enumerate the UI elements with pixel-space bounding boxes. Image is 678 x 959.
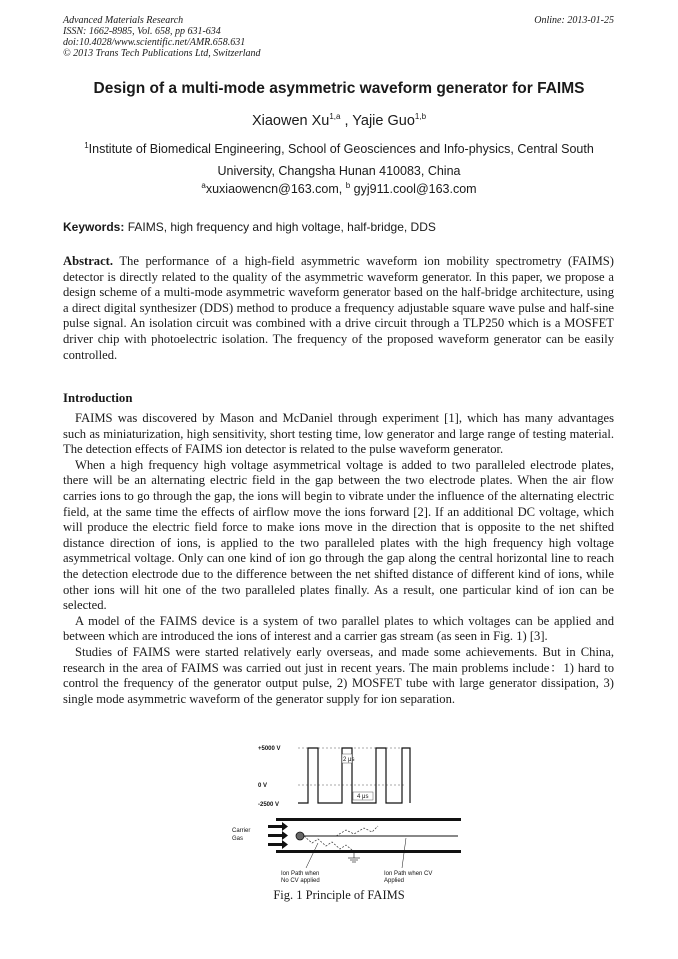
ion-path-oscillation [336,826,378,836]
author-name: Xiaowen Xu [251,113,330,129]
author-emails [0,182,678,196]
path-label-cv: Applied [384,878,405,884]
paragraph: A model of the FAIMS device is a system of two parallel plates to which voltages can be applied and between which are introduced the ions of interest and a carrier gas stream (as seen in Fig. 1) [3]. [63,613,614,644]
section-heading: Introduction [63,391,133,405]
ground-icon [348,853,360,862]
upper-electrode-plate [276,818,461,821]
callout-line [306,843,318,868]
low-time-label: 4 μs [357,794,369,800]
high-time-label: 2 μs [343,757,355,763]
voltage-high-label: +5000 V [258,746,281,752]
ion-path-without-cv [304,836,352,850]
affiliation-superscript: 1 [84,140,89,150]
paragraph: When a high frequency high voltage asymmetrical voltage is added to two paralleled electrode plates, there will be an alternating electric field in the gap between the two electrode plates. When the air flow carries ions to go through the gap, the ions will begin to vibrate under the influence of the alternating electric field, at the same time the effects of airflow move the ions forward [2]. If an additional DC voltage, which will produce the electric field force to make ions move in the direction that is opposite to the net shifted distance direction of ions, is applied to the two paralleled plates with the high frequency high voltage asymmetrical voltage. Only can one kind of ion go through the gap along the central horizontal line to reach the detection electrode due to the difference between the net shifted distance of different kind of ions, while other ions will hit one of the two paralleled plates finally. As a result, one particular kind of ion can be selected. [63,457,614,613]
lower-electrode-plate [276,850,461,853]
right-arrow-icon [268,822,288,831]
right-arrow-icon [268,840,288,849]
path-label-no-cv: No CV applied [281,878,320,884]
author-separator: , [340,113,353,129]
email-link[interactable]: gyj911.cool@163.com [350,182,477,196]
email-superscript: a [201,180,206,190]
author-superscript: 1,a [329,112,341,122]
authors [0,113,678,129]
carrier-gas-arrows [268,822,288,849]
ion-particle [296,832,304,840]
email-superscript: b [345,180,351,190]
introduction-body [63,411,614,707]
abstract [63,254,614,363]
affiliation-text: Institute of Biomedical Engineering, School of Geosciences and Info-physics, Central South University, Changsha Hunan 410083, China [88,142,594,178]
paper-title: Design of a multi-mode asymmetric waveform generator for FAIMS [93,80,585,97]
keywords-label: Keywords: [63,220,125,234]
paragraph: Studies of FAIMS were started relatively early overseas, and made some achievements. But in China, research in the area of FAIMS was carried out just in recent years. The main problems include：1) hard to control the frequency of the generator output pulse, 2) MOSFET tube with large generator dissipation, 3) single mode asymmetric waveform of the generator supply for ion separation. [63,644,614,706]
abstract-label: Abstract. [63,254,114,268]
paragraph: FAIMS was discovered by Mason and McDaniel through experiment [1], which has many advantages such as miniaturization, high sensitivity, short testing time, low generator and large range of testing material. The detection effects of FAIMS ion detector is related to the pulse waveform generator. [63,411,614,457]
affiliation [70,138,608,182]
doi-line: doi:10.4028/www.scientific.net/AMR.658.631 [63,37,246,48]
path-label-no-cv: Ion Path when [281,871,320,877]
abstract-text: The performance of a high-field asymmetric waveform ion mobility spectrometry (FAIMS) detector is directly related to the quality of the asymmetric waveform generator. In this paper, we propose a design scheme of a multi-mode asymmetric waveform generator based on the half-bridge architecture, using a direct digital synthesizer (DDS) method to produce a frequency adjustable square wave pulse and half-sine pulse signal. An isolation circuit was combined with a drive circuit through a TLP250 which is a MOSFET driver chip with photoelectric isolation. The frequency of the proposed waveform generator can be easily controlled. [63,254,614,362]
online-date: Online: 2013-01-25 [534,15,614,26]
keywords-text: FAIMS, high frequency and high voltage, half-bridge, DDS [124,220,436,234]
voltage-zero-label: 0 V [258,783,268,789]
email-link[interactable]: xuxiaowencn@163.com, [205,182,343,196]
copyright-line: © 2013 Trans Tech Publications Ltd, Switzerland [63,48,261,59]
journal-name: Advanced Materials Research [63,15,184,26]
author-superscript: 1,b [414,112,427,122]
issn-line: ISSN: 1662-8985, Vol. 658, pp 631-634 [63,26,221,37]
path-label-cv: Ion Path when CV [384,871,433,877]
carrier-gas-label: Gas [232,836,244,842]
carrier-gas-label: Carrier [232,828,251,834]
right-arrow-icon [268,831,288,840]
journal-header [63,15,261,59]
voltage-low-label: -2500 V [258,802,280,808]
figure-caption: Fig. 1 Principle of FAIMS [273,888,405,902]
keywords [63,220,436,234]
author-name: Yajie Guo [352,113,415,129]
faims-principle-figure [226,742,466,892]
